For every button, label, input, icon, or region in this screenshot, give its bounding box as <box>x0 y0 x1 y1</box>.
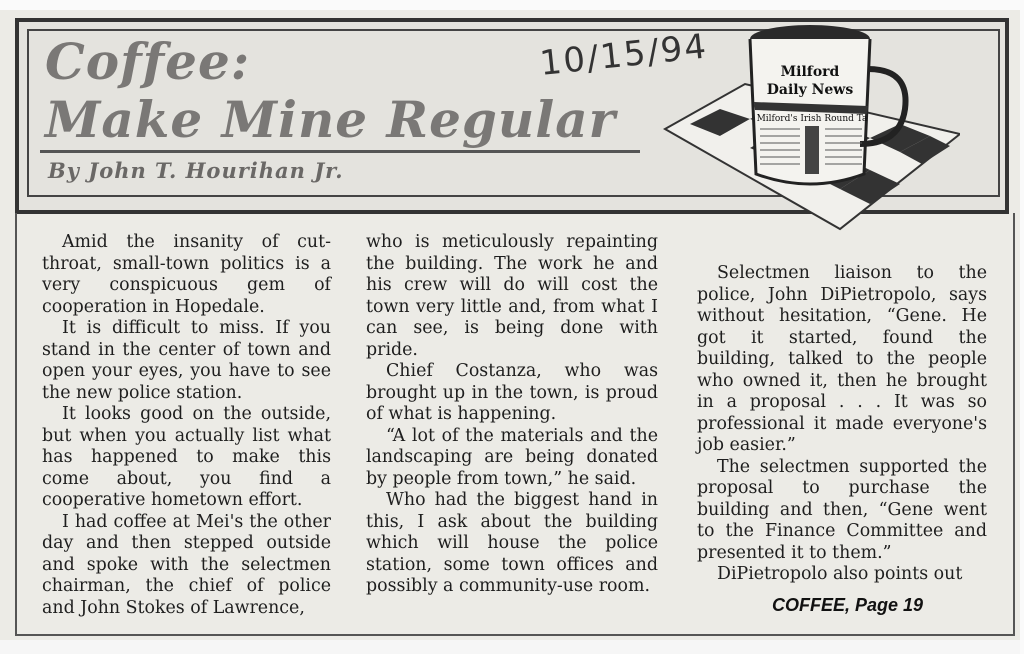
paragraph: It looks good on the outside, but when you actually list what has happened to make this come about, you find a cooperative hometown effort. <box>42 404 331 510</box>
scan-edge-right <box>1020 0 1024 654</box>
byline: By John T. Hourihan Jr. <box>48 158 344 183</box>
handwritten-date: 10/15/94 <box>537 26 710 84</box>
headline-rule <box>40 150 640 153</box>
headline-line-1: Coffee: <box>45 32 251 91</box>
article-column-2 <box>366 232 658 598</box>
paragraph: DiPietropolo also points out <box>717 564 963 584</box>
paragraph: Selectmen liaison to the police, John DiPietropolo, says without hesitation, “Gene. He got it started, found the building, talked to the people who owned it, then he brought in a proposal . . . It was so professional it made everyone's job easier.” <box>697 263 987 455</box>
paragraph: Chief Costanza, who was brought up in the town, is proud of what is happening. <box>366 361 658 424</box>
headline-line-2: Make Mine Regular <box>45 90 616 149</box>
article-column-1 <box>42 232 331 619</box>
paragraph: “A lot of the materials and the landscaping are being donated by people from town,” he said. <box>366 425 658 489</box>
paragraph: The selectmen supported the proposal to purchase the building and then, “Gene went to the Finance Committee and presented it to them.” <box>697 456 987 563</box>
scan-edge-bottom <box>0 640 1024 654</box>
svg-text:Milford's Irish Round Ta: Milford's Irish Round Ta <box>756 114 868 124</box>
paragraph: Amid the insanity of cut-throat, small-town politics is a very conspicuous gem of cooperation in Hopedale. <box>42 232 331 317</box>
coffee-mug-illustration <box>660 14 960 244</box>
article-column-3 <box>697 263 987 586</box>
svg-text:Daily News: Daily News <box>766 82 854 98</box>
continuation-jump: COFFEE, Page 19 <box>772 595 924 615</box>
paragraph: Who had the biggest hand in this, I ask about the building which will house the police station, some town offices and possibly a community-use room. <box>366 490 658 596</box>
paragraph: who is meticulously repainting the building. The work he and his crew will do will cost the town very little and, from what I can see, is being done with pride. <box>366 232 658 360</box>
scan-edge-top <box>0 0 1024 10</box>
paragraph: I had coffee at Mei's the other day and then stepped outside and spoke with the selectmen chairman, the chief of police and John Stokes of Lawrence, <box>42 511 331 618</box>
svg-text:Milford: Milford <box>780 64 840 80</box>
paragraph: It is difficult to miss. If you stand in the center of town and open your eyes, you have to see the new police station. <box>42 318 331 403</box>
